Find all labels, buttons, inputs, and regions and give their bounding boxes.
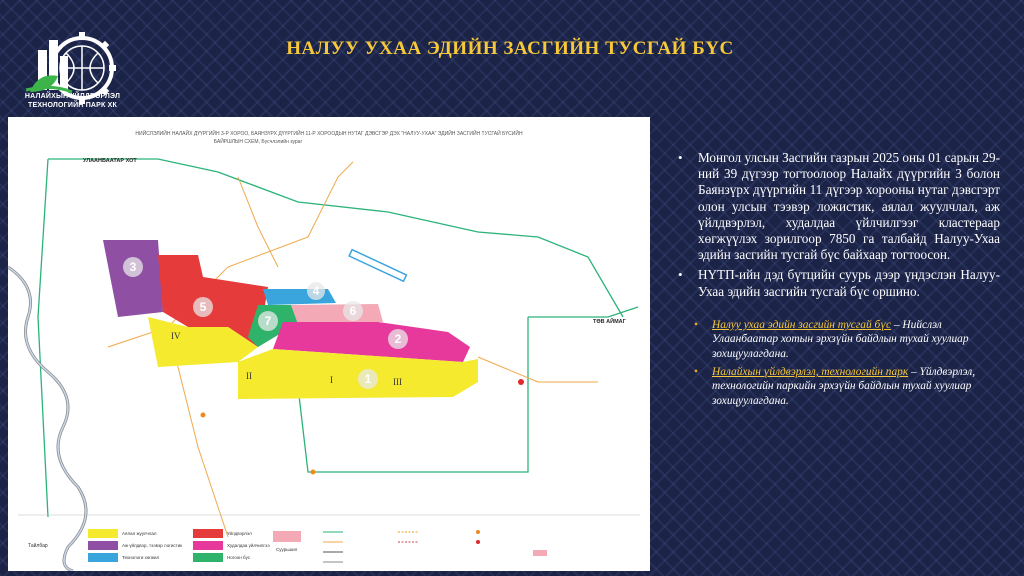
legend-label-production: Үйлдвэрлэл [227, 531, 252, 536]
legend-swatch-production [193, 529, 223, 538]
zoning-map-panel [8, 117, 650, 571]
zone-6-pink [291, 304, 383, 324]
bullet-text: Монгол улсын Засгийн газрын 2025 оны 01 сарын 29-ний 39 дүгээр тогтоолоор Налайх дүүргийн 3 болон Баянзүрх дүүргийн 11 дүгээр хорооны нутаг дэвсгэрт олон улсын тээвэр ложистик, аялал жуулчлал, аж үйлдвэрлэл, худалдаа үйлчилгээг кластераар хөгжүүлэх зорилгоор 7850 га талбайд Налуу-Ухаа эдийн засгийн тусгай бүс байхаар тогтоосон. [698, 150, 1000, 263]
road-north [238, 177, 278, 267]
bullet-item [672, 267, 1000, 299]
sub-bullet-dot-icon: • [694, 366, 698, 379]
roman-label-iv: IV [171, 331, 181, 341]
label-tov-aimag: ТӨВ АЙМАГ [593, 319, 626, 325]
location-marker-red [518, 379, 524, 385]
legend-swatch-green [193, 553, 223, 562]
sub-bullet-dot-icon: • [694, 318, 698, 331]
map-heading-line1: НИЙСЛЭЛИЙН НАЛАЙХ ДҮҮРГИЙН 3-Р ХОРОО, БАЯНЗҮРХ ДҮҮРГИЙН 11-Р ХОРООДЫН НУТАГ ДЭВСГЭР ДЭХ "НАЛУУ-УХАА" ЭДИЙН ЗАСГИЙН ТУСГАЙ БҮСИЙН [135, 131, 523, 137]
zone-4-blue [263, 289, 336, 305]
legend-swatch-tourism [88, 529, 118, 538]
river [8, 267, 86, 571]
map-legend [18, 515, 640, 562]
description-panel [672, 150, 1000, 408]
legend-point-red [476, 540, 480, 544]
roman-label-ii: II [246, 371, 252, 381]
legend-label-tourism: Аялал жуулчлал [122, 531, 157, 536]
zone-number-1: 1 [364, 372, 372, 386]
bullet-dot-icon: • [678, 267, 683, 283]
bullet-item [672, 150, 1000, 263]
zone-number-6: 6 [349, 304, 357, 318]
legend-point-orange [476, 530, 480, 534]
legend-label-industry-logistics: Аж үйлдвэр, тээвэр логистик [122, 543, 183, 548]
label-ulaanbaatar: УЛААНБААТАР ХОТ [83, 158, 137, 164]
legend-label-trade: Худалдаа үйлчилгээ [227, 543, 270, 548]
legend-title: Тайлбар [28, 543, 48, 549]
legend-label-settlement: Суурьшил [276, 547, 298, 552]
boundary-line-outer [38, 159, 48, 517]
page-title: НАЛУУ УХАА ЭДИЙН ЗАСГИЙН ТУСГАЙ БҮС [286, 38, 734, 59]
roman-label-iii: III [393, 377, 402, 387]
zone-number-2: 2 [394, 332, 402, 346]
company-name [10, 92, 135, 110]
sub-bullet-text: – Нийслэл Улаанбаатар хотын эрхзүйн байдлын тухай хуулиар зохицуулагдана. [712, 318, 969, 360]
sub-bullet-item [686, 365, 1000, 408]
roman-label-i: I [330, 375, 333, 385]
zone-number-3: 3 [129, 260, 137, 274]
bullet-text: НҮТП-ийн дэд бүтцийн суурь дээр үндэслэн Налуу-Ухаа эдийн засгийн тусгай бүс оршино. [698, 267, 1000, 299]
sub-bullet-item [686, 318, 1000, 361]
legend-swatch-technology [88, 553, 118, 562]
zone-number-7: 7 [264, 314, 272, 328]
zone-number-4: 4 [312, 284, 320, 298]
company-name-line2: ТЕХНОЛОГИЙН ПАРК ХК [27, 102, 118, 109]
zone-3-purple [103, 240, 163, 317]
road-east [478, 357, 598, 382]
location-marker-orange [311, 470, 316, 475]
sub-bullet-list [672, 318, 1000, 408]
legend-swatch-trade [193, 541, 223, 550]
legend-swatch-settlement [273, 531, 301, 542]
legend-swatch-small-pink [533, 550, 547, 556]
location-marker-orange-2 [201, 413, 206, 418]
legend-label-technology: Технологи хөгжил [122, 555, 160, 560]
map-heading-line2: БАЙРШЛЫН СХЕМ, Бүсчлэлийн зураг [213, 139, 303, 145]
sub-bullet-highlight: Налайхын үйлдвэрлэл, технологийн парк [712, 366, 909, 379]
sub-bullet-highlight: Налуу ухаа эдийн засгийн тусгай бүс [712, 318, 892, 331]
company-name-line1: НАЛАЙХЫН ҮЙЛДВЭРЛЭЛ [24, 93, 121, 100]
railway-terminal [349, 250, 406, 282]
zone-number-5: 5 [199, 300, 207, 314]
legend-label-green: Ногоон бүс [227, 555, 251, 560]
sub-bullet-text: – Үйлдвэрлэл, технологийн паркийн эрхзүйн байдлын тухай хуулиар зохицуулагдана. [712, 366, 976, 407]
bullet-dot-icon: • [678, 150, 683, 165]
legend-swatch-industry-logistics [88, 541, 118, 550]
